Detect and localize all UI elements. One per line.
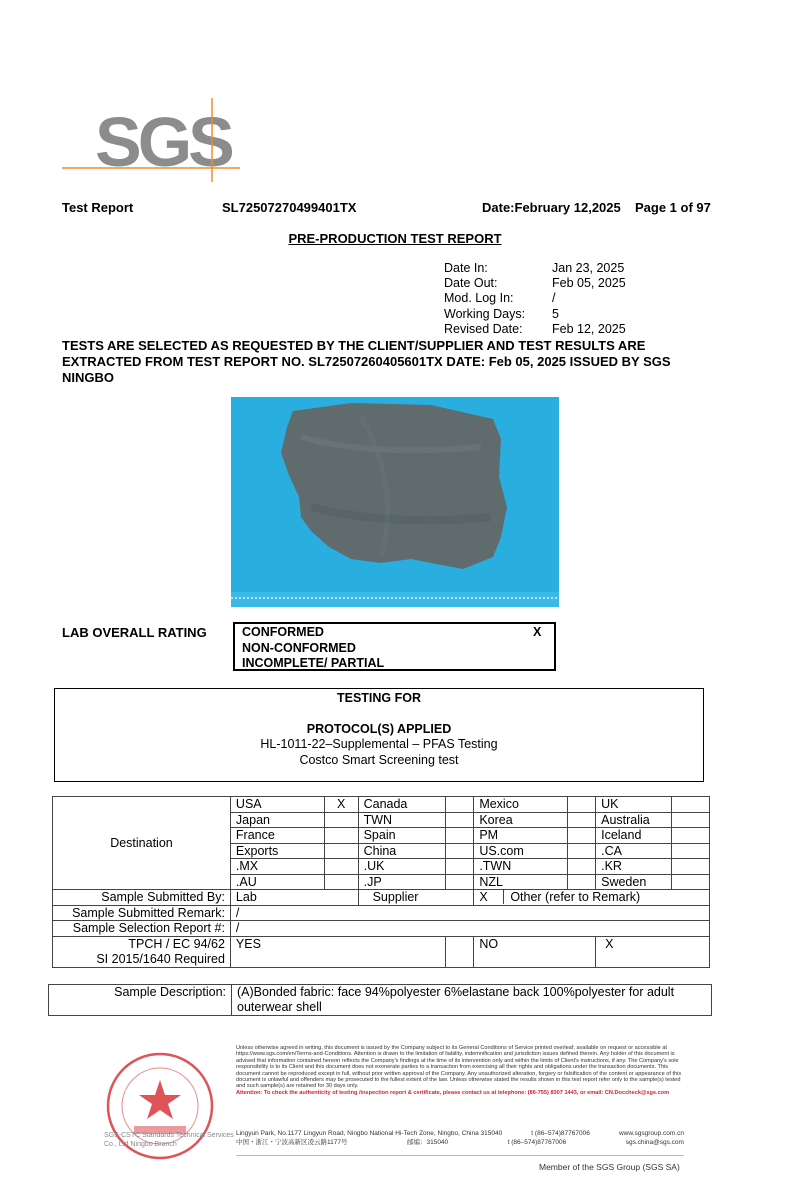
rating-box	[233, 622, 556, 671]
destination-cell: Canada	[358, 797, 446, 813]
destination-mark: X	[324, 797, 358, 813]
report-title: PRE-PRODUCTION TEST REPORT	[288, 231, 502, 246]
submitted-label: Sample Submitted By:	[53, 890, 231, 906]
svg-text:SGS: SGS	[95, 103, 231, 181]
fabric-sample-image	[231, 397, 559, 607]
destination-cell: .JP	[358, 874, 446, 890]
remark-value: /	[230, 905, 709, 921]
rating-label: LAB OVERALL RATING	[62, 625, 207, 640]
table-row	[53, 797, 710, 813]
date-label: Date Out:	[444, 276, 498, 291]
destination-cell: .UK	[358, 859, 446, 875]
testing-heading: TESTING FOR	[336, 691, 422, 705]
destination-mark	[568, 874, 596, 890]
destination-mark	[568, 859, 596, 875]
tpch-yes: YES	[230, 936, 445, 967]
destination-cell: TWN	[358, 812, 446, 828]
dates-block	[444, 261, 626, 337]
destination-mark	[446, 828, 474, 844]
destination-mark	[672, 874, 710, 890]
destination-cell: France	[230, 828, 324, 844]
selection-report-label: Sample Selection Report #:	[53, 921, 231, 937]
tpch-label	[53, 936, 231, 967]
remark-label: Sample Submitted Remark:	[53, 905, 231, 921]
destination-cell: US.com	[474, 843, 568, 859]
destination-cell: NZL	[474, 874, 568, 890]
submitted-supplier: Supplier	[358, 890, 474, 906]
destination-cell: .AU	[230, 874, 324, 890]
report-date: Date:February 12,2025	[482, 200, 621, 215]
destination-mark	[324, 812, 358, 828]
attention-text: Attention: To check the authenticity of testing /inspection report & certificate, please contact us at telephone: (86-755) 8307 1443, or email: CN.Doccheck@sgs.com	[236, 1089, 670, 1096]
destination-mark	[324, 843, 358, 859]
date-value: Jan 23, 2025	[552, 261, 625, 275]
destination-mark	[324, 828, 358, 844]
destination-label: Destination	[53, 797, 231, 890]
protocol-heading: PROTOCOL(S) APPLIED	[306, 721, 452, 736]
destination-mark	[446, 874, 474, 890]
destination-mark	[672, 812, 710, 828]
destination-cell: .KR	[596, 859, 672, 875]
report-label: Test Report	[62, 200, 134, 215]
destination-cell: .MX	[230, 859, 324, 875]
date-value: 5	[552, 306, 559, 321]
selection-report-value: /	[230, 921, 709, 937]
tpch-label-line2: SI 2015/1640 Required	[96, 951, 225, 966]
destination-cell: Korea	[474, 812, 568, 828]
tpch-mark: X	[605, 936, 614, 951]
footer-address	[236, 1129, 684, 1147]
rating-conformed: CONFORMED	[242, 625, 324, 639]
date-label: Date In:	[444, 261, 488, 275]
selection-note: TESTS ARE SELECTED AS REQUESTED BY THE CLIENT/SUPPLIER AND TEST RESULTS ARE EXTRACTED FROM TEST REPORT NO. SL72507260405601TX DATE: Feb 05, 2025 ISSUED BY SGS NINGBO	[62, 338, 671, 385]
destination-mark	[324, 874, 358, 890]
date-label: Mod. Log In:	[444, 291, 514, 306]
protocol-item: Costco Smart Screening test	[299, 752, 459, 767]
description-table	[48, 984, 712, 1016]
tpch-no: NO	[474, 936, 596, 967]
testing-for-box	[54, 688, 704, 782]
telephone: t (86–574)87767006	[531, 1130, 590, 1137]
date-value: /	[552, 291, 556, 306]
sample-photo	[231, 397, 559, 607]
page-number: Page 1 of 97	[635, 200, 711, 215]
sgs-logo	[62, 98, 242, 182]
destination-cell: Mexico	[474, 797, 568, 813]
destination-mark	[446, 859, 474, 875]
submitted-mark: X	[479, 890, 488, 905]
postcode-cn: 邮编：315040	[406, 1139, 449, 1146]
destination-mark	[568, 797, 596, 813]
destination-mark	[672, 843, 710, 859]
submitted-other: Other (refer to Remark)	[503, 890, 640, 904]
date-value: Feb 12, 2025	[552, 321, 626, 336]
tpch-yes-mark	[446, 936, 474, 967]
destination-mark	[568, 828, 596, 844]
tpch-label-line1: TPCH / EC 94/62	[128, 936, 225, 951]
destination-mark	[446, 797, 474, 813]
table-row	[49, 985, 712, 1016]
date-label: Revised Date:	[444, 321, 523, 336]
table-row	[53, 936, 710, 967]
address-en: Lingyun Park, No.1177 Lingyun Road, Ningbo National Hi-Tech Zone, Ningbo, China 315040	[236, 1130, 503, 1137]
rating-non-conformed: NON-CONFORMED	[242, 640, 356, 655]
description-label: Sample Description:	[49, 985, 232, 1016]
member-note: Member of the SGS Group (SGS SA)	[539, 1162, 680, 1172]
destination-cell: Spain	[358, 828, 446, 844]
submitted-lab: Lab	[230, 890, 358, 906]
destination-mark	[568, 843, 596, 859]
rating-incomplete: INCOMPLETE/ PARTIAL	[242, 656, 385, 670]
report-number: SL72507270499401TX	[222, 200, 357, 215]
destination-cell: Iceland	[596, 828, 672, 844]
telephone: t (86–574)87767006	[507, 1139, 567, 1146]
destination-cell: Australia	[596, 812, 672, 828]
destination-cell: .TWN	[474, 859, 568, 875]
destination-cell: UK	[596, 797, 672, 813]
destination-table	[52, 796, 710, 968]
stamp-caption: SGS-CSTC Standards Technical Services Co., Ltd Ningbo Branch	[104, 1132, 234, 1148]
destination-cell: China	[358, 843, 446, 859]
protocol-item: HL-1011-22–Supplemental – PFAS Testing	[260, 737, 498, 751]
submitted-other-cell	[474, 890, 710, 906]
destination-mark	[672, 797, 710, 813]
destination-cell: .CA	[596, 843, 672, 859]
website: www.sgsgroup.com.cn	[618, 1130, 684, 1137]
table-row	[53, 921, 710, 937]
destination-mark	[568, 812, 596, 828]
destination-cell: PM	[474, 828, 568, 844]
destination-mark	[324, 859, 358, 875]
date-value: Feb 05, 2025	[552, 276, 626, 291]
footer-disclaimer	[236, 1045, 684, 1096]
address-cn: 中国・浙江・宁波高新区凌云路1177号	[236, 1139, 348, 1146]
destination-mark	[446, 812, 474, 828]
rating-mark: X	[533, 625, 542, 639]
destination-cell: USA	[230, 797, 324, 813]
footer-divider	[236, 1155, 684, 1156]
email: sgs.china@sgs.com	[625, 1139, 684, 1146]
destination-cell: Japan	[230, 812, 324, 828]
destination-mark	[446, 843, 474, 859]
tpch-no-mark	[596, 936, 710, 967]
disclaimer-text: Unless otherwise agreed in writing, this document is issued by the Company subject to its General Conditions of Service printed overleaf, available on request or accessible at https://www.sgs.com/en/Terms-and-Conditions. Attention is drawn to the limitation of liability, indemnification and jurisdiction issues defined therein. Any holder of this document is advised that information contained hereon reflects the Company's findings at the time of its intervention only and within the limits of Client's instructions, if any. The Company's sole responsibility is to its Client and this document does not exonerate parties to a transaction from exercising all their rights and obligations under the transaction documents. This document cannot be reproduced except in full, without prior written approval of the Company. Any unauthorized alteration, forgery or falsification of the content or appearance of this document is unlawful and offenders may be prosecuted to the fullest extent of the law. Unless otherwise stated the results shown in this test report refer only to the sample(s) tested and such sample(s) are retained for 30 days only.	[236, 1045, 682, 1090]
destination-cell: Sweden	[596, 874, 672, 890]
destination-cell: Exports	[230, 843, 324, 859]
destination-mark	[672, 859, 710, 875]
table-row	[53, 890, 710, 906]
destination-mark	[672, 828, 710, 844]
table-row	[53, 905, 710, 921]
description-value: (A)Bonded fabric: face 94%polyester 6%elastane back 100%polyester for adult outerwear shell	[232, 985, 712, 1016]
date-label: Working Days:	[444, 306, 526, 321]
